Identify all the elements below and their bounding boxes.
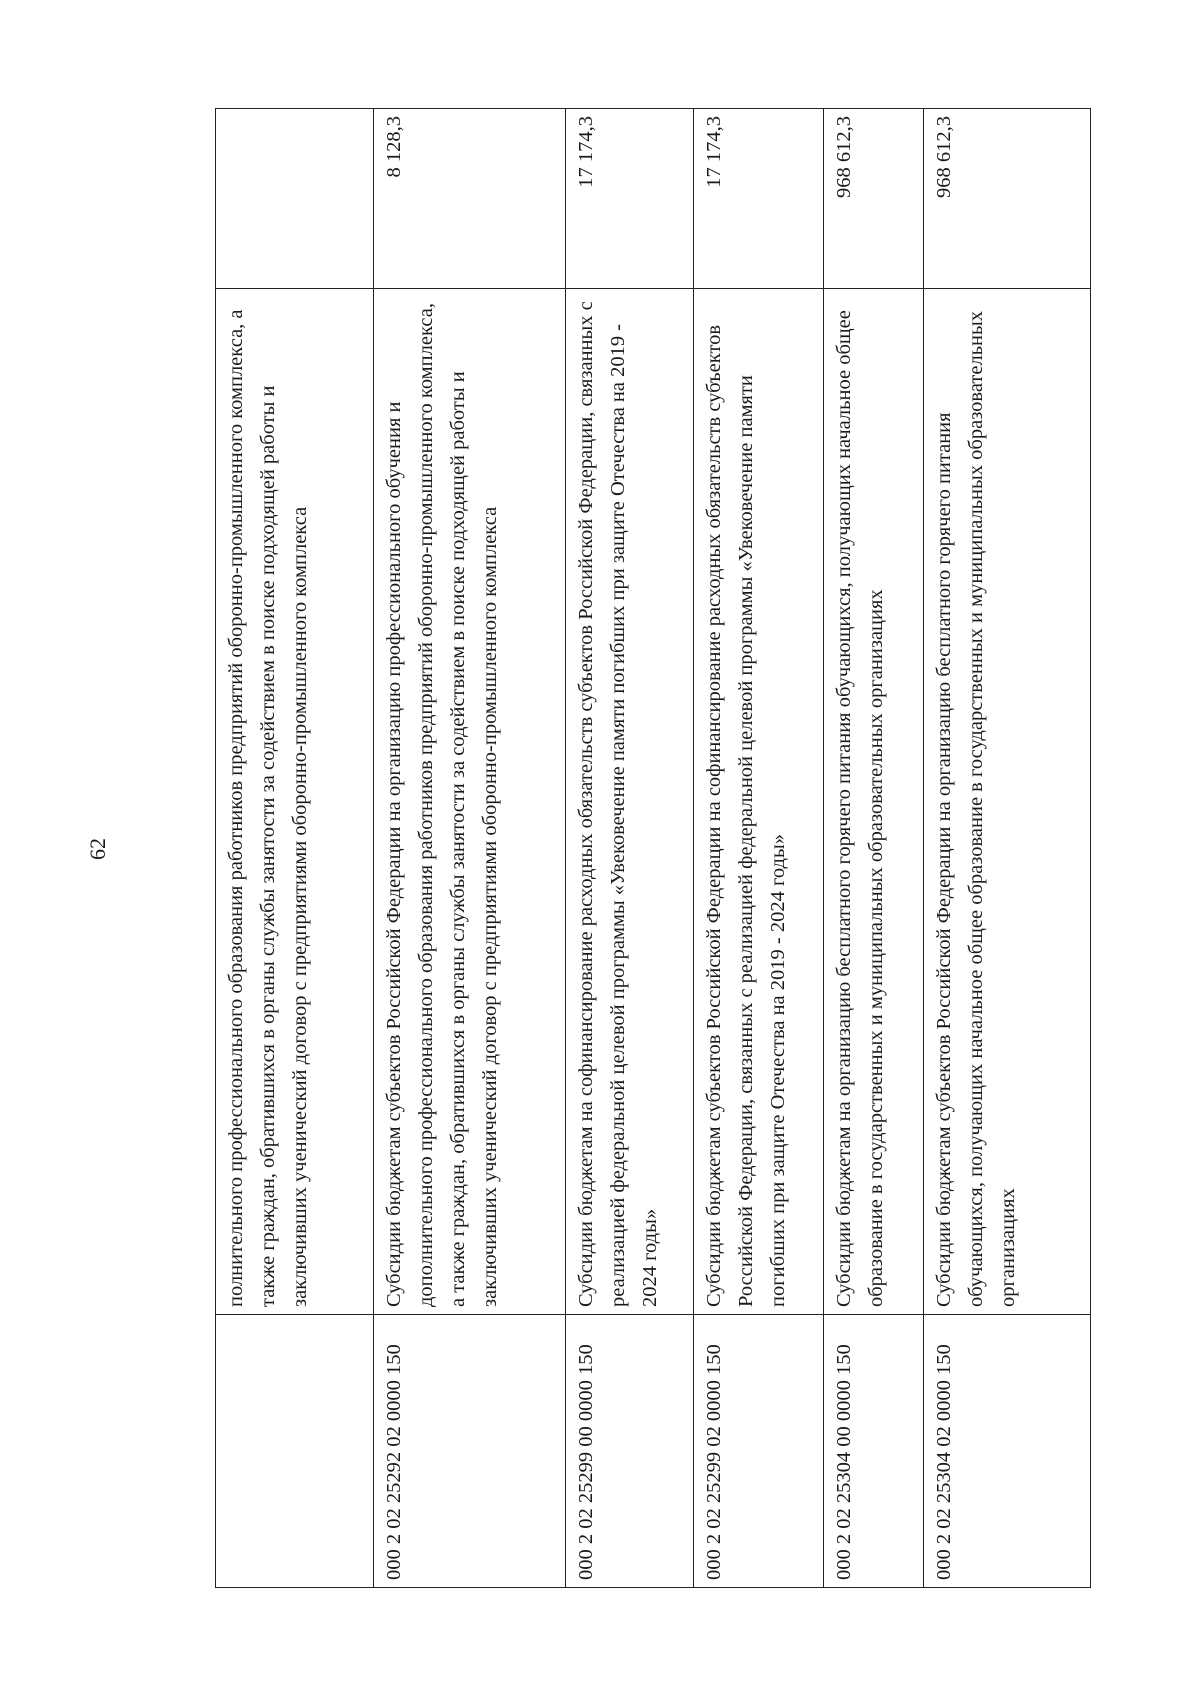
- row-code: [216, 1315, 374, 1588]
- row-description: Субсидии бюджетам на организацию бесплатного горячего питания обучающихся, получающих начальное общее образование в государственных и муниципальных образовательных организациях: [824, 289, 924, 1315]
- row-code: 000 2 02 25304 00 0000 150: [824, 1315, 924, 1588]
- row-description: Субсидии бюджетам субъектов Российской Федерации на софинансирование расходных обязательств субъектов Российской Федерации, связанных с реализацией федеральной целевой программы «Увековечение памяти погибших при защите Отечества на 2019 - 2024 годы»: [694, 289, 824, 1315]
- table-row: [216, 109, 374, 1588]
- page-number: 62: [85, 838, 110, 860]
- table-row: [924, 109, 1091, 1588]
- row-amount: [216, 109, 374, 289]
- row-code: 000 2 02 25292 02 0000 150: [374, 1315, 566, 1588]
- budget-table-container: [215, 108, 1090, 1588]
- row-amount: 968 612,3: [824, 109, 924, 289]
- row-description: Субсидии бюджетам субъектов Российской Федерации на организацию профессионального обучения и дополнительного профессионального образования работников предприятий оборонно-промышленного комплекса, а также граждан, обратившихся в органы службы занятости за содействием в поиске подходящей работы и заключивших ученический договор с предприятиями оборонно-промышленного комплекса: [374, 289, 566, 1315]
- table-row: [824, 109, 924, 1588]
- row-description: Субсидии бюджетам субъектов Российской Федерации на организацию бесплатного горячего питания обучающихся, получающих начальное общее образование в государственных и муниципальных образовательных организациях: [924, 289, 1091, 1315]
- row-amount: 17 174,3: [566, 109, 694, 289]
- row-code: 000 2 02 25299 02 0000 150: [694, 1315, 824, 1588]
- table-row: [566, 109, 694, 1588]
- table-row: [694, 109, 824, 1588]
- budget-table: [215, 108, 1091, 1588]
- row-description: полнительного профессионального образования работников предприятий оборонно-промышленного комплекса, а также граждан, обратившихся в органы службы занятости за содействием в поиске подходящей работы и заключивших ученический договор с предприятиями оборонно-промышленного комплекса: [216, 289, 374, 1315]
- row-amount: 968 612,3: [924, 109, 1091, 289]
- row-description: Субсидии бюджетам на софинансирование расходных обязательств субъектов Российской Федерации, связанных с реализацией федеральной целевой программы «Увековечение памяти погибших при защите Отечества на 2019 - 2024 годы»: [566, 289, 694, 1315]
- row-amount: 8 128,3: [374, 109, 566, 289]
- row-code: 000 2 02 25304 02 0000 150: [924, 1315, 1091, 1588]
- table-row: [374, 109, 566, 1588]
- row-amount: 17 174,3: [694, 109, 824, 289]
- row-code: 000 2 02 25299 00 0000 150: [566, 1315, 694, 1588]
